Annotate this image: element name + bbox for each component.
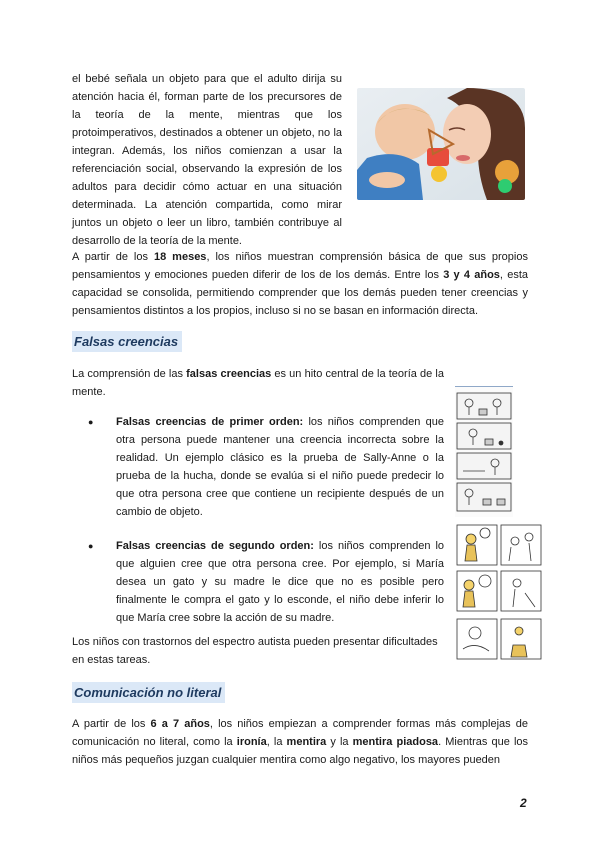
sally-anne-strip-illustration (455, 386, 513, 517)
development-paragraph: A partir de los 18 meses, los niños muestran comprensión básica de que sus propios pensamientos y emociones pueden diferir de los de los demás. Entre los 3 y 4 años, esta capacidad se consolida, permitiendo comprender que los demás pueden tener creencias y pensamientos distintos a los propios, incluso si no se basan en información directa. (72, 251, 529, 317)
section-heading-false-beliefs: Falsas creencias (72, 331, 182, 352)
false-beliefs-intro: La comprensión de las falsas creencias es un hito central de la teoría de la mente. (72, 368, 444, 398)
non-literal-paragraph: A partir de los 6 a 7 años, los niños empiezan a comprender formas más complejas de comunicación no literal, como la ironía, la mentira y la mentira piadosa. Mientras que los niños más pequeños juzgan cualquier mentira como algo negativo, los mayores pueden (72, 718, 529, 766)
false-beliefs-list-2 (88, 537, 444, 627)
false-beliefs-list (88, 413, 444, 521)
mother-baby-photo (357, 88, 525, 200)
intro-paragraph: el bebé señala un objeto para que el adulto dirija su atención hacia él, forman parte de los precursores de la teoría de la mente, mientras que los protoimperativos, destinados a obtener un objeto, no la integran. Además, los niños comienzan a usar la referenciación social, observando la expresión de los adultos para decidir cómo actuar en una situación determinada. La atención compartida, como mirar juntos un objeto o leer un libro, también contribuye al desarrollo de la teoría de la mente. (72, 73, 342, 247)
page-number: 2 (520, 796, 527, 810)
list-item-first-order: ● Falsas creencias de primer orden: los niños comprenden que otra persona puede mantener una creencia incorrecta sobre la realidad. Un ejemplo clásico es la prueba de Sally-Anne o la prueba de la hucha, donde se evalúa si el niño puede predecir lo que otra persona cree que contiene un recipiente después de un cambio de objeto. (88, 413, 444, 521)
list-item-second-order: ● Falsas creencias de segundo orden: los niños comprenden lo que alguien cree que otra persona cree. Por ejemplo, si María desea un gato y su madre le dice que no es posible pero finalmente le compra el gato y lo esconde, el niño debe inferir lo que María cree sobre la acción de su madre. (88, 537, 444, 627)
second-order-comic-illustration (455, 523, 543, 663)
section-heading-non-literal: Comunicación no literal (72, 682, 225, 703)
autism-note: Los niños con trastornos del espectro autista pueden presentar dificultades en estas tareas. (72, 636, 438, 666)
